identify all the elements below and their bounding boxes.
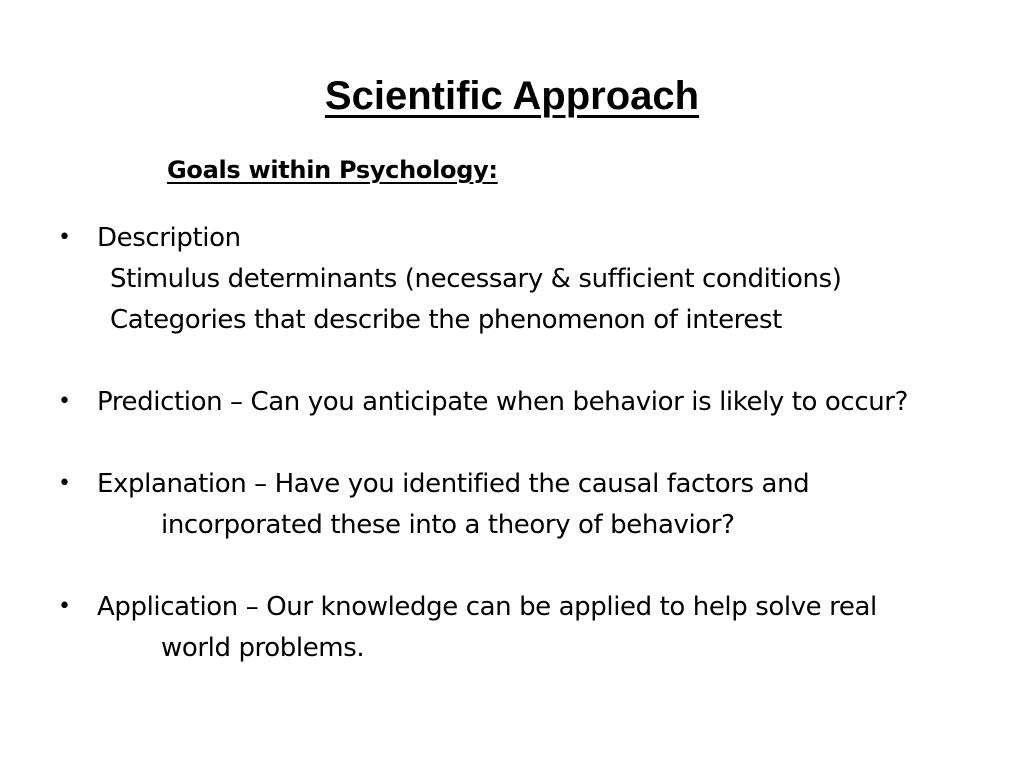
slide-title-text: Scientific Approach xyxy=(324,74,700,118)
bullet-marker: • xyxy=(58,225,71,250)
bullet-prediction-text: Prediction – Can you anticipate when behavior is likely to occur? xyxy=(97,387,908,417)
bullet-application-text: Application – Our knowledge can be applied to help solve real xyxy=(97,592,877,622)
bullet-marker: • xyxy=(58,471,71,496)
bullet-description-heading: Description xyxy=(97,223,241,253)
bullet-marker: • xyxy=(58,389,71,414)
slide-subtitle: Goals within Psychology: xyxy=(167,156,498,184)
slide-title xyxy=(0,70,1024,122)
bullet-marker: • xyxy=(58,594,71,619)
bullet-explanation-continuation: incorporated these into a theory of behavior? xyxy=(161,510,735,540)
bullet-description-subline: Stimulus determinants (necessary & sufficient conditions) xyxy=(110,264,842,294)
bullet-application-continuation: world problems. xyxy=(161,633,365,663)
bullet-description-subline: Categories that describe the phenomenon of interest xyxy=(110,305,782,335)
bullet-explanation-text: Explanation – Have you identified the causal factors and xyxy=(97,469,810,499)
